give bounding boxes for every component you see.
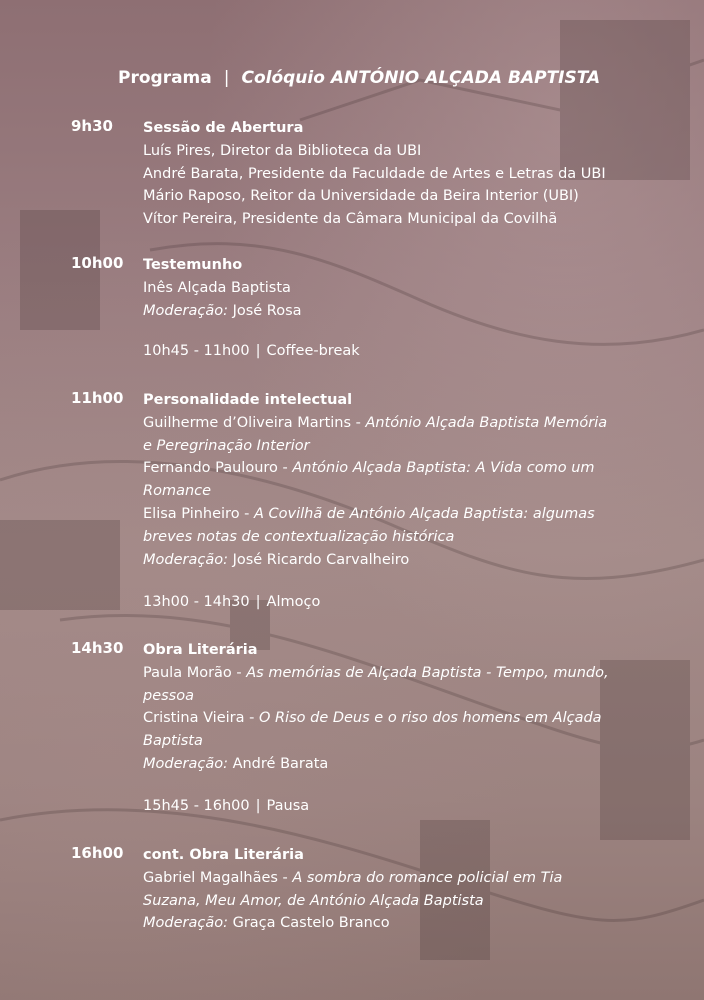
- talk-title: António Alçada Baptista Memória e Peregrinação Interior: [143, 414, 608, 454]
- break-separator: |: [255, 798, 261, 814]
- talk-speaker: Elisa Pinheiro -: [143, 505, 255, 522]
- talk-title: O Riso de Deus e o riso dos homens em Alçada Baptista: [143, 710, 602, 750]
- talk-speaker: Gabriel Magalhães -: [143, 869, 293, 886]
- break-time: 10h45 - 11h00: [143, 343, 250, 359]
- moderator-name: Graça Castelo Branco: [232, 915, 390, 932]
- speaker-name: Mário Raposo: [143, 188, 242, 205]
- session-time: 14h30: [71, 639, 124, 657]
- moderation-line: [143, 912, 663, 935]
- moderator-name: José Ricardo Carvalheiro: [232, 551, 410, 568]
- talk-speaker: Cristina Vieira -: [143, 710, 259, 727]
- break-pause: [143, 798, 309, 814]
- moderator-name: José Rosa: [232, 302, 302, 319]
- moderator-name: André Barata: [232, 755, 329, 772]
- session-time: 11h00: [71, 389, 124, 407]
- talk-title: A sombra do romance policial em Tia Suzana, Meu Amor, de António Alçada Baptista: [143, 869, 563, 909]
- talk-title: A Covilhã de António Alçada Baptista: algumas breves notas de contextualização histórica: [143, 505, 595, 545]
- speaker-name: André Barata: [143, 165, 239, 182]
- talk-speaker: Guilherme d’Oliveira Martins -: [143, 414, 366, 431]
- break-time: 15h45 - 16h00: [143, 798, 250, 814]
- speaker-line: [143, 185, 663, 208]
- break-time: 13h00 - 14h30: [143, 594, 250, 610]
- speaker-name: Inês Alçada Baptista: [143, 279, 291, 296]
- break-label: Pausa: [266, 798, 310, 814]
- moderation-label: Moderação:: [143, 755, 228, 772]
- speaker-role: , Reitor da Universidade da Beira Interior (UBI): [241, 188, 579, 205]
- session-time: 10h00: [71, 254, 124, 272]
- speaker-name: Vítor Pereira: [143, 211, 233, 228]
- talk-entry: [143, 412, 613, 458]
- talk-entry: [143, 503, 643, 549]
- session-title: Sessão de Abertura: [143, 120, 304, 136]
- speaker-line: [143, 208, 663, 231]
- speaker-line: [143, 140, 663, 163]
- break-separator: |: [255, 594, 261, 610]
- talk-speaker: Fernando Paulouro -: [143, 460, 293, 477]
- session-title: Testemunho: [143, 257, 243, 273]
- talk-title: As memórias de Alçada Baptista - Tempo, mundo, pessoa: [143, 664, 609, 704]
- break-lunch: [143, 594, 320, 610]
- talk-speaker: Paula Morão -: [143, 664, 247, 681]
- session-title: cont. Obra Literária: [143, 847, 304, 863]
- break-label: Almoço: [266, 594, 321, 610]
- moderation-label: Moderação:: [143, 915, 228, 932]
- title-separator: |: [223, 68, 230, 88]
- moderation-line: [143, 300, 663, 323]
- speaker-role: , Presidente da Faculdade de Artes e Letras da UBI: [238, 165, 606, 182]
- speaker-role: , Diretor da Biblioteca da UBI: [210, 142, 422, 159]
- session-title: Obra Literária: [143, 642, 258, 658]
- moderation-line: [143, 753, 663, 776]
- speaker-role: , Presidente da Câmara Municipal da Covilhã: [232, 211, 558, 228]
- program-label: Programa: [118, 68, 212, 88]
- session-title: Personalidade intelectual: [143, 392, 353, 408]
- moderation-label: Moderação:: [143, 302, 228, 319]
- session-time: 16h00: [71, 844, 124, 862]
- event-title: Colóquio ANTÓNIO ALÇADA BAPTISTA: [241, 68, 601, 88]
- moderation-label: Moderação:: [143, 551, 228, 568]
- break-separator: |: [255, 343, 261, 359]
- moderation-line: [143, 549, 663, 572]
- speaker-line: [143, 163, 663, 186]
- talk-entry: [143, 867, 603, 913]
- talk-title: António Alçada Baptista: A Vida como um Romance: [143, 460, 595, 500]
- speaker-name: Luís Pires: [143, 142, 211, 159]
- break-coffee: [143, 343, 360, 359]
- break-label: Coffee-break: [266, 343, 360, 359]
- talk-entry: [143, 662, 613, 708]
- session-time: 9h30: [71, 117, 113, 135]
- page-title: [118, 68, 600, 88]
- talk-entry: [143, 457, 643, 503]
- talk-entry: [143, 707, 638, 753]
